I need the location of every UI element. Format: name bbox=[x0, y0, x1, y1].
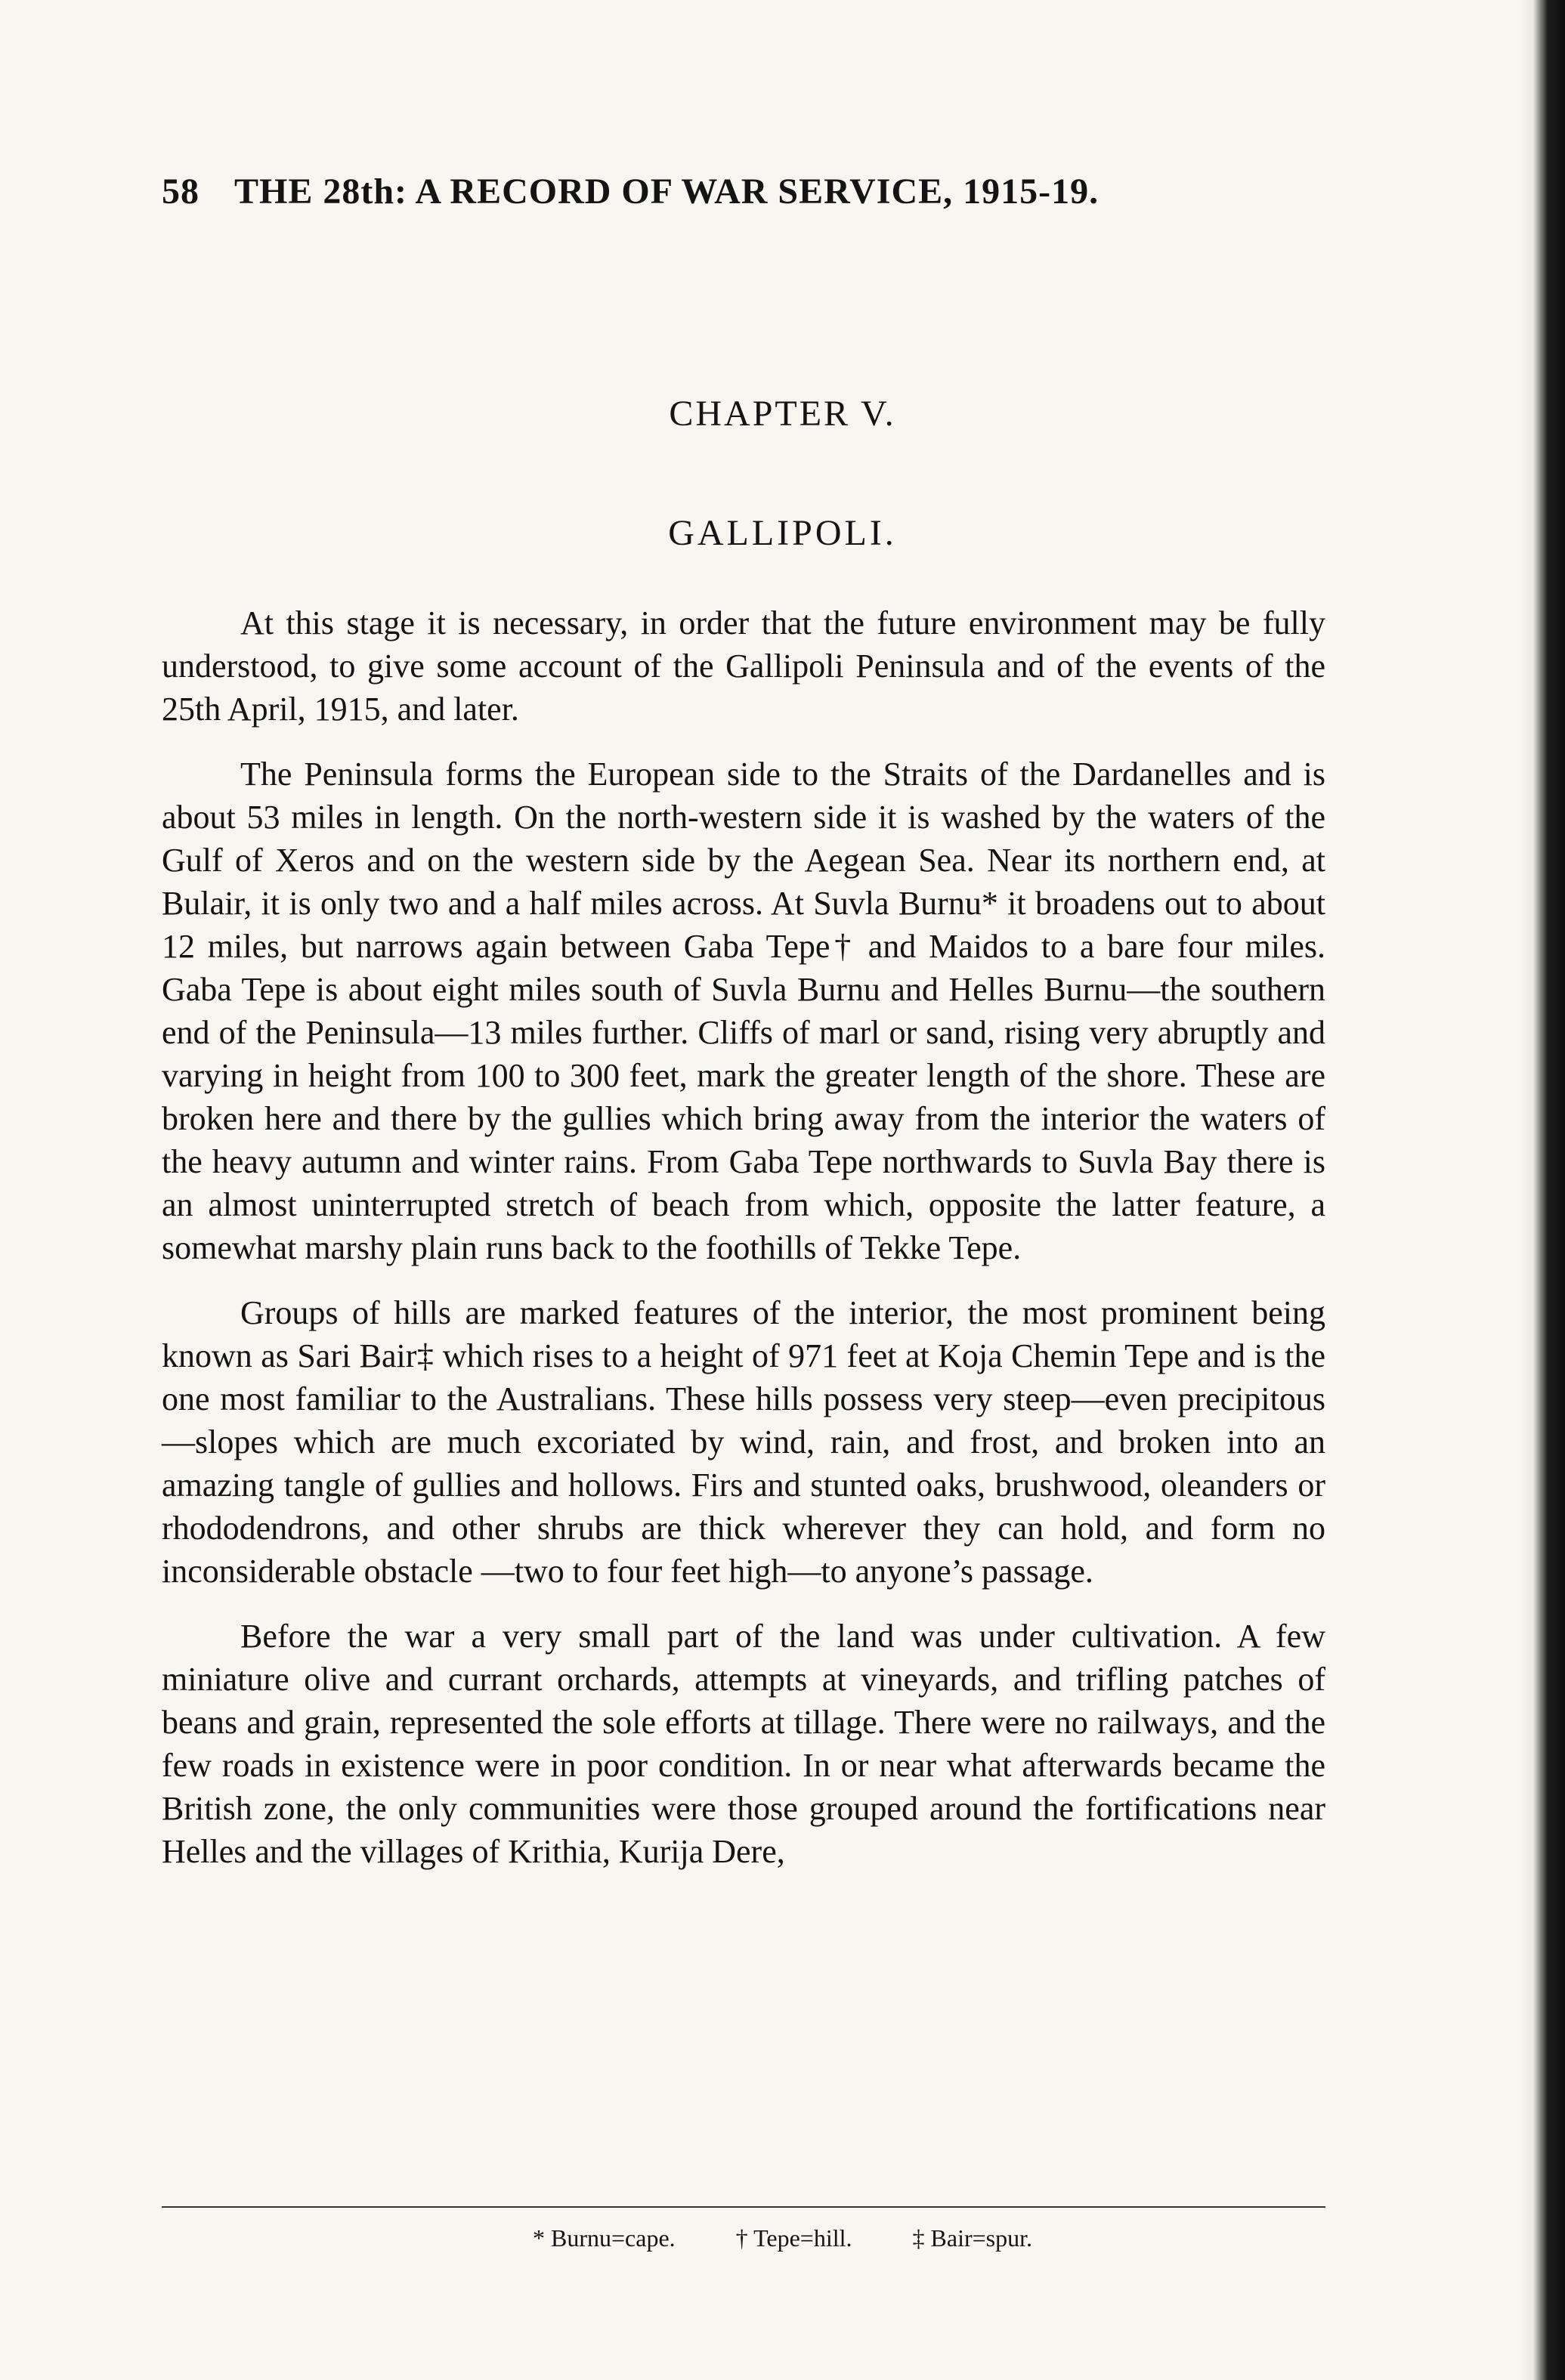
chapter-number: CHAPTER V. bbox=[669, 394, 896, 434]
chapter-title: GALLIPOLI. bbox=[668, 513, 897, 553]
footnote: * Burnu=cape. bbox=[533, 2224, 676, 2252]
footnote: † Tepe=hill. bbox=[735, 2224, 852, 2252]
paragraph: Groups of hills are marked features of the interior, the most prominent being known as Sari Bair‡ which rises to a height of 971 feet at Koja Chemin Tepe and is the one most familiar to the Australians. These hills possess very steep—even precipitous—slopes which are much excoriated by wind, rain, and frost, and broken into an amazing tangle of gullies and hollows. Firs and stunted oaks, brushwood, oleanders or rhododendrons, and other shrubs are thick wherever they can hold, and form no inconsiderable obstacle —two to four feet high—to anyone’s passage. bbox=[162, 1294, 1325, 1590]
body-text bbox=[162, 601, 1325, 1873]
running-head-title: THE 28th: A RECORD OF WAR SERVICE, 1915-19. bbox=[234, 172, 1100, 212]
page-number: 58 bbox=[162, 172, 199, 212]
running-head bbox=[162, 171, 1099, 212]
binding-edge bbox=[1520, 0, 1565, 2380]
footnote-rule bbox=[162, 2206, 1325, 2208]
footnotes bbox=[0, 2224, 1565, 2252]
paragraph: At this stage it is necessary, in order that the future environment may be fully understood, to give some account of the Gallipoli Peninsula and of the events of the 25th April, 1915, and later. bbox=[162, 604, 1325, 728]
paragraph: The Peninsula forms the European side to the Straits of the Dardanelles and is about 53 miles in length. On the north-western side it is washed by the waters of the Gulf of Xeros and on the western side by the Aegean Sea. Near its northern end, at Bulair, it is only two and a half miles across. At Suvla Burnu* it broadens out to about 12 miles, but narrows again between Gaba Tepe† and Maidos to a bare four miles. Gaba Tepe is about eight miles south of Suvla Burnu and Helles Burnu—the southern end of the Peninsula—13 miles further. Cliffs of marl or sand, rising very abruptly and varying in height from 100 to 300 feet, mark the greater length of the shore. These are broken here and there by the gullies which bring away from the interior the waters of the heavy autumn and winter rains. From Gaba Tepe northwards to Suvla Bay there is an almost uninterrupted stretch of beach from which, opposite the latter feature, a somewhat marshy plain runs back to the foothills of Tekke Tepe. bbox=[162, 756, 1325, 1266]
paragraph: Before the war a very small part of the land was under cultivation. A few miniature olive and currant orchards, attempts at vineyards, and trifling patches of beans and grain, represented the sole efforts at tillage. There were no railways, and the few roads in existence were in poor condition. In or near what afterwards became the British zone, the only communities were those grouped around the fortifications near Helles and the villages of Krithia, Kurija Dere, bbox=[162, 1618, 1325, 1870]
footnote: ‡ Bair=spur. bbox=[912, 2224, 1032, 2252]
